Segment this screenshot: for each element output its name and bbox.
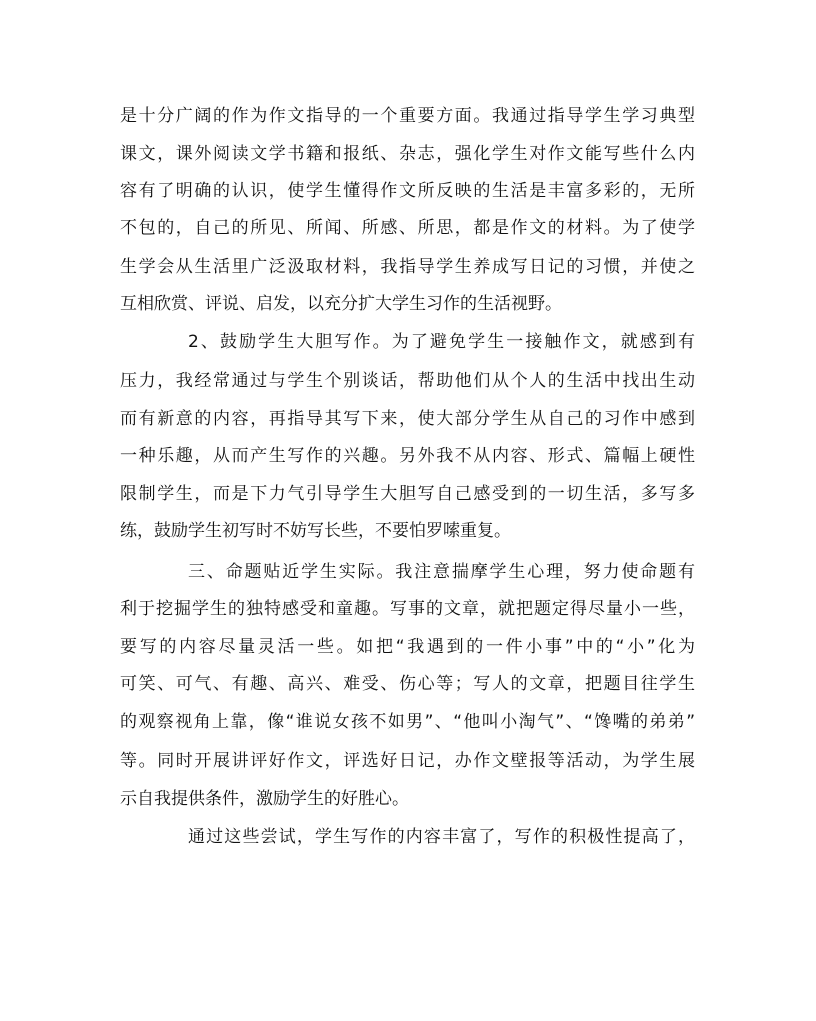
text-line: 容有了明确的认识，使学生懂得作文所反映的生活是丰富多彩的，无所 (120, 181, 695, 201)
text-line: 练，鼓励学生初写时不妨写长些，不要怕罗嗦重复。 (120, 521, 511, 541)
text-line: 而有新意的内容，再指导其写下来，使大部分学生从自己的习作中感到 (120, 409, 695, 429)
text-line: 要写的内容尽量灵活一些。如把“我遇到的一件小事”中的“小”化为 (120, 637, 695, 657)
paragraph-heading-line: 2、鼓励学生大胆写作。为了避免学生一接触作文，就感到有 (188, 332, 695, 352)
text-line: 生学会从生活里广泛汲取材料，我指导学生养成写日记的习惯，并使之 (120, 257, 695, 277)
text-line: 示自我提供条件，激励学生的好胜心。 (120, 789, 409, 809)
text-line: 压力，我经常通过与学生个别谈话，帮助他们从个人的生活中找出生动 (120, 371, 695, 391)
paragraph-heading-line: 通过这些尝试，学生写作的内容丰富了，写作的积极性提高了， (188, 827, 695, 847)
paragraph-heading-line: 三、命题贴近学生实际。我注意揣摩学生心理，努力使命题有 (188, 562, 695, 582)
text-line: 课文，课外阅读文学书籍和报纸、杂志，强化学生对作文能写些什么内 (120, 144, 695, 164)
text-line: 是十分广阔的作为作文指导的一个重要方面。我通过指导学生学习典型 (120, 106, 695, 126)
text-line: 的观察视角上靠，像“谁说女孩不如男”、“他叫小淘气”、“馋嘴的弟弟” (120, 712, 695, 732)
text-line: 不包的，自己的所见、所闻、所感、所思，都是作文的材料。为了使学 (120, 218, 695, 238)
text-line: 等。同时开展讲评好作文，评选好日记，办作文壁报等活动，为学生展 (120, 751, 695, 771)
text-line: 一种乐趣，从而产生写作的兴趣。另外我不从内容、形式、篇幅上硬性 (120, 446, 695, 466)
text-line: 利于挖掘学生的独特感受和童趣。写事的文章，就把题定得尽量小一些， (120, 599, 695, 619)
text-line: 互相欣赏、评说、启发，以充分扩大学生习作的生活视野。 (120, 294, 562, 314)
text-line: 限制学生，而是下力气引导学生大胆写自己感受到的一切生活，多写多 (120, 484, 695, 504)
text-line: 可笑、可气、有趣、高兴、难受、伤心等；写人的文章，把题目往学生 (120, 674, 695, 694)
